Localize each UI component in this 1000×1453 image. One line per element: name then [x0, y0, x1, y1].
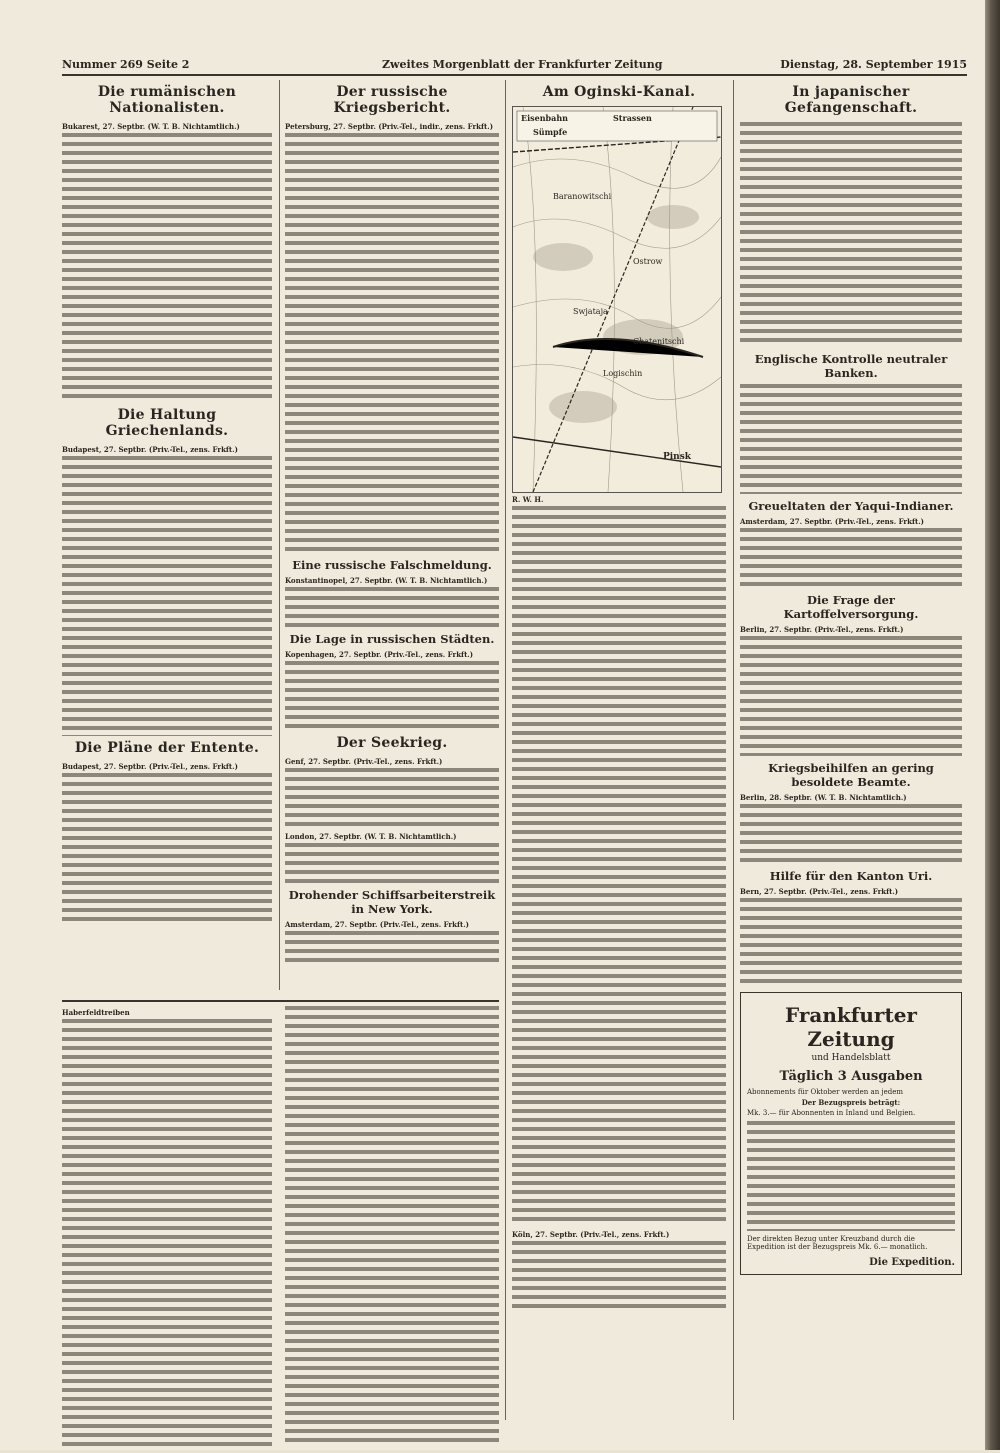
article-body — [740, 636, 962, 756]
article-body — [285, 133, 499, 553]
dateline: Bukarest, 27. Septbr. (W. T. B. Nichtamtlich.) — [62, 122, 240, 131]
article-body — [740, 898, 962, 988]
article-body — [740, 384, 962, 494]
issue-number: Nummer 269 Seite 2 — [62, 58, 190, 71]
headline-english-bank-control: Englische Kontrolle neutraler Banken. — [754, 352, 948, 380]
headline-romanian-nationalists: Die rumänischen Nationalisten. — [97, 84, 237, 116]
headline-potatoes: Die Frage der Kartoffelversorgung. — [783, 593, 919, 621]
map-label: Strassen — [613, 113, 652, 123]
dateline: Amsterdam, 27. Septbr. (Priv.-Tel., zens. Frkft.) — [740, 517, 924, 526]
dateline: Budapest, 27. Septbr. (Priv.-Tel., zens. Frkft.) — [62, 762, 238, 771]
headline-yaqui: Greueltaten der Yaqui-Indianer. — [748, 499, 954, 513]
feuilleton-body — [285, 1006, 499, 1446]
paper-title: Zweites Morgenblatt der Frankfurter Zeitung — [382, 58, 663, 71]
binding-edge — [985, 0, 1000, 1450]
column-rule — [505, 80, 506, 1420]
article-body — [740, 804, 962, 864]
map-label: Logischin — [603, 369, 643, 378]
article-body — [62, 456, 272, 736]
column-3 — [512, 80, 726, 1315]
dateline: Berlin, 28. Septbr. (W. T. B. Nichtamtlich.) — [740, 793, 907, 802]
dateline: Genf, 27. Septbr. (Priv.-Tel., zens. Frkft.) — [285, 757, 443, 766]
ad-title: Frankfurter Zeitung — [785, 1003, 917, 1051]
ad-editions: Täglich 3 Ausgaben — [779, 1069, 923, 1084]
map-label: Sümpfe — [533, 127, 568, 137]
column-2 — [285, 80, 499, 971]
article-body — [285, 661, 499, 731]
article-body — [62, 773, 272, 923]
dateline: London, 27. Septbr. (W. T. B. Nichtamtlich.) — [285, 832, 457, 841]
subscription-advert — [740, 992, 962, 1275]
headline-naval-war: Der Seekrieg. — [336, 735, 448, 751]
feuilleton-rule — [62, 1000, 499, 1002]
feuilleton-col-1 — [62, 1006, 272, 1453]
map-label: Swjataja — [573, 307, 608, 316]
article-body — [740, 122, 962, 347]
headline-greece: Die Haltung Griechenlands. — [105, 407, 229, 439]
dateline: Berlin, 27. Septbr. (Priv.-Tel., zens. Frkft.) — [740, 625, 904, 634]
ad-body — [747, 1121, 955, 1231]
map-label: Baranowitschi — [553, 192, 612, 201]
headline-ny-strike: Drohender Schiffsarbeiterstreik in New York. — [288, 888, 496, 916]
headline-entente-plans: Die Pläne der Entente. — [74, 740, 260, 756]
headline-japanese-captivity: In japanischer Gefangenschaft. — [784, 84, 918, 116]
dateline: Konstantinopel, 27. Septbr. (W. T. B. Nichtamtlich.) — [285, 576, 488, 585]
headline-russian-war-report: Der russische Kriegsbericht. — [333, 84, 451, 116]
map-drawing — [513, 107, 721, 492]
masthead — [62, 58, 967, 76]
article-body — [285, 768, 499, 828]
map-label: Eisenbahn — [521, 113, 568, 123]
ad-text: Der direkten Bezug unter Kreuzband durch die Expedition ist der Bezugspreis Mk. 6.— monatlich. — [747, 1235, 928, 1251]
map-label: Chatenitschi — [633, 337, 685, 346]
column-1 — [62, 80, 272, 927]
dateline: Budapest, 27. Septbr. (Priv.-Tel., zens. Frkft.) — [62, 445, 238, 454]
dateline: Bern, 27. Septbr. (Priv.-Tel., zens. Frkft.) — [740, 887, 899, 896]
article-body — [62, 133, 272, 403]
ad-text: Abonnements für Oktober werden an jedem — [747, 1088, 904, 1096]
article-body — [740, 528, 962, 588]
ad-text: Mk. 3.— für Abonnenten in Inland und Belgien. — [747, 1109, 916, 1117]
dateline: Köln, 27. Septbr. (Priv.-Tel., zens. Frkft.) — [512, 1230, 670, 1239]
ad-text: Der Bezugspreis beträgt: — [801, 1098, 901, 1107]
headline-russian-cities: Die Lage in russischen Städten. — [289, 632, 495, 646]
article-body — [285, 587, 499, 627]
headline-oginski-canal: Am Oginski-Kanal. — [542, 84, 696, 100]
headline-russian-false-report: Eine russische Falschmeldung. — [292, 558, 492, 572]
feuilleton-lead: Haberfeldtreiben — [62, 1008, 130, 1017]
feuilleton-col-2 — [285, 1006, 499, 1450]
ad-signature: Die Expedition. — [869, 1257, 955, 1268]
map-label: Ostrow — [633, 257, 663, 266]
ad-subtitle: und Handelsblatt — [811, 1053, 891, 1063]
dateline: Kopenhagen, 27. Septbr. (Priv.-Tel., zens. Frkft.) — [285, 650, 474, 659]
article-body — [285, 931, 499, 967]
column-rule — [279, 80, 280, 990]
map-label: Pinsk — [663, 452, 692, 462]
article-body — [512, 1241, 726, 1311]
author-mark: R. W. H. — [512, 495, 544, 504]
column-4 — [740, 80, 962, 1275]
headline-uri: Hilfe für den Kanton Uri. — [769, 869, 933, 883]
column-rule — [733, 80, 734, 1420]
feuilleton-body — [62, 1019, 272, 1449]
headline-war-allowances: Kriegsbeihilfen an gering besoldete Beamte. — [768, 761, 934, 789]
issue-date: Dienstag, 28. September 1915 — [780, 58, 967, 71]
dateline: Amsterdam, 27. Septbr. (Priv.-Tel., zens. Frkft.) — [285, 920, 469, 929]
article-body — [285, 843, 499, 883]
oginski-canal-map — [512, 106, 722, 493]
dateline: Petersburg, 27. Septbr. (Priv.-Tel., indir., zens. Frkft.) — [285, 122, 494, 131]
article-body — [512, 506, 726, 1226]
